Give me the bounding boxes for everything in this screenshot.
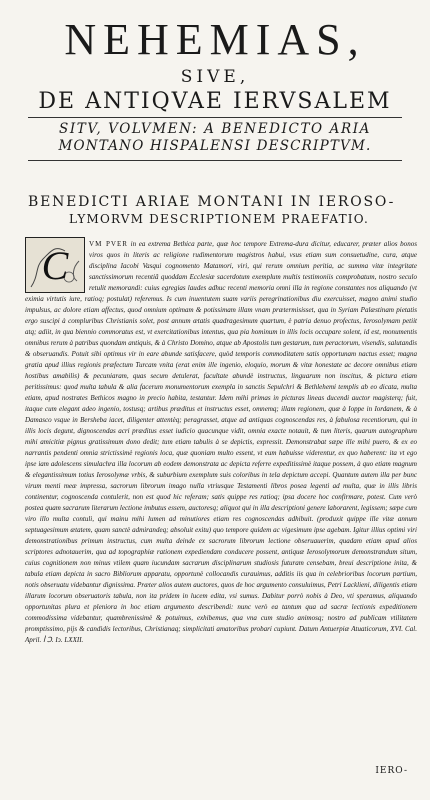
preface-first-words: VM PVER: [89, 240, 129, 248]
title-line3: SITV, VOLVMEN: A BENEDICTO ARIA: [58, 121, 372, 137]
dropcap-box: [25, 237, 85, 293]
preface-body-text: in ea extrema Bethica parte, quæ hoc tempore Extrema-dura dicitur, educarer, præter alios bonos viros quos in literis ac religione rudimentorum magistros habui, vsus etiam sum consuetudine, cura, atque disciplina Iacobi Vasqui cognomento Matamori, viri, qui rerum omnium peritia, ac summa vitæ integritate sanctissimorum recentiâ quoddam Ecclesiæ sacerdotum exemplum multis testimoniis comprobatum, nostro seculo retulit memorandi: cuius egregias laudes adhuc recenti memoria omni illa in regione constantes nos aliquando (vt eximia virtutis iure, ratioq; postulat) referemus. Is cum inuentutem suam variis peregrinationibus diu exercuisset, magno animi studio impulsus, ac dolore etiam affectus, quod omnium optimam & potissimam illam vnam prætermisisset, qua in Syriam Palæstinam pietatis ergo suscipi à compluribus Christianis solet, post annum ætatis quadragesimum quartum, è patria denuo profectus, Ierosolymam petiit atq; adiit, in qua biennio commoratus est, vt exercitationibus intentus, qua pia hominum in illis locis occupare solent, id est, monumentis omnibus rerum à patribus quondam antiquis, & à Christo Domino, atque ab Apostolis tum gestarum, tum peractorum, visendis, salutandis & obseruandis. Potuit sibi optimus vir in eare abunde satisfacere, quòd temporis commoditatem satis opportunam nactus esset; magna gratia apud illius regionis præfectum Turcam vnita (erat enim ille ingenio, eloquio, morum & vitæ honestate ac decore omnibus etiam hostibus amabilis) & pecuniaram, quas secum detulerat, facultate abundè instructus, linguarum non inscitus, & pictura etiam peritissimus: quod multa tabula & alia facerum monumentorum exempla in sanctis Sepulchri & Bethlehemi templis ab eo dicata, multa etiam, apud nostrates Bethicos magno in precio habita, testantur. Idem mihi primas in picturas lineas ducendi auctor magisterq; fuit, itaque cum elegant adeo ingenio, tostusq; artibus præditus et instructus esset, omnemq; illam regionem, quæ à Ioppe in Iordanem, & à Damasco vsque in Bersheba iacet, diligenter attentèq; peragrasset, atque ad antiquas cognoscendas res, à fabulosa recentiorum, qui in illis locis degunt, dignoscendas acri præditus esset iudicio quacunque vidit, omnia exacte notauit, & tum literis, quarum autographum mihi amicitiæ pignus gratissimum dono dedit; tum etiam tabulis à se depictis, expressit. Demonstrabat sæpe ille mihi puero, & ex eo narrantis pendenti omnia strictissimè regionis loca, quæ quoniam multo essent, vt eum habuisse viderentur, ex quo haberent: ita vt ego ipse iam adolescens simulachra illa locorum ab eodem demonstrata ac depicta referre expeditissimè itaque possem, à quo etiam magnum & elegantissimum totius Ierosolymæ vrbis, & suburbium exemplum suis coloribus in tela depictum accepi. Quantum autem illa per bunc virum menti meæ impressa, sacrorum librorum imago nulla vtriusque Testamenti libros posea legenti ad multa, quæ in illis libris continentur, cognoscenda contulerit, non est quod hic referam; satis quippe res ratioq; ipsa docere hoc confirmare, potest. Cum verò postea quam sacrarum literarum lectione imbutus essem, auctoresq; aliquot qui in illa descriptioni genere laborarent, legissem; sæpe cum viro illo multa contuli, qui mainu mihi lumen ad minutiores etiam res cognoscendas adhibuit. (produxit quippe ille vitæ annum septuagesimum ætatem, quam sanctè admirandeq; absoluit exitu) quo tempore quidem ac vigesimum ipse agebam. Igitur illius optimi viri demonstrationibus primum instructus, cum multa deinde ex sacrorum librorum lectione obseruauerim, quadam etiam apud alios scriptores adnotauerim, qua ad topographiæ rationem expediendam conducere possent, antiquæ Ierosolymorum demonstrandum situm, cuius cognitionem non minus vtilem quam iucundam sacrarum disciplinarum studiosis futuram censebam, breui descriptione inita, & tabula etiam depicta in sacro Bibliorum apparatu, opportunè collocandis curauimus, additis iis qua in celebrioribus locorum partium, notis obseruatu videbantur dignissima. Præter alios autem auctores, quos de hoc argumento consuluimus, Petri Lacklieni, diligentis etiam illarum locorum obseruatoris tabula, non ita pridem in lucem edita, vsi sumus. Dabitur porrò nobis à Deo, vti speramus, aliquando opportunitas plura et pleniora in hoc etiam argumento describendi: nunc verò ea tantum qua ad sacræ lectionis expeditionem commodissima videbantur, quambrenissimè & potuimus, exhibemus, qua vna cum studio animosq; nostro ad publicam vtilitatem promptissimo, pijs & candidis lectoribus, Christianaq; simplicitati amatoribus probari cupiunt. Datum Antuerpiæ Atuaticorum, XVI. Cal. April. ꟾ Ↄ. Iↄ. LXXII.: [25, 240, 417, 644]
catchword: IERO-: [375, 766, 408, 776]
preface-body: [25, 239, 417, 646]
title-rule-top: [28, 117, 402, 118]
preface-heading-line1: BENEDICTI ARIAE MONTANI IN IEROSO-: [28, 194, 396, 210]
title-line4: MONTANO HISPALENSI DESCRIPTVM.: [58, 138, 372, 154]
title-rule-bottom: [28, 160, 402, 161]
title-line2: DE ANTIQVAE IERVSALEM: [38, 89, 392, 114]
dropcap-ornament-icon: [25, 237, 85, 293]
title-sive: SIVE,: [180, 67, 250, 87]
preface-heading-line2: LYMORVM DESCRIPTIONEM PRAEFATIO.: [68, 212, 370, 226]
dropcap-letter: C: [41, 243, 69, 288]
title-main: NEHEMIAS,: [64, 15, 366, 64]
